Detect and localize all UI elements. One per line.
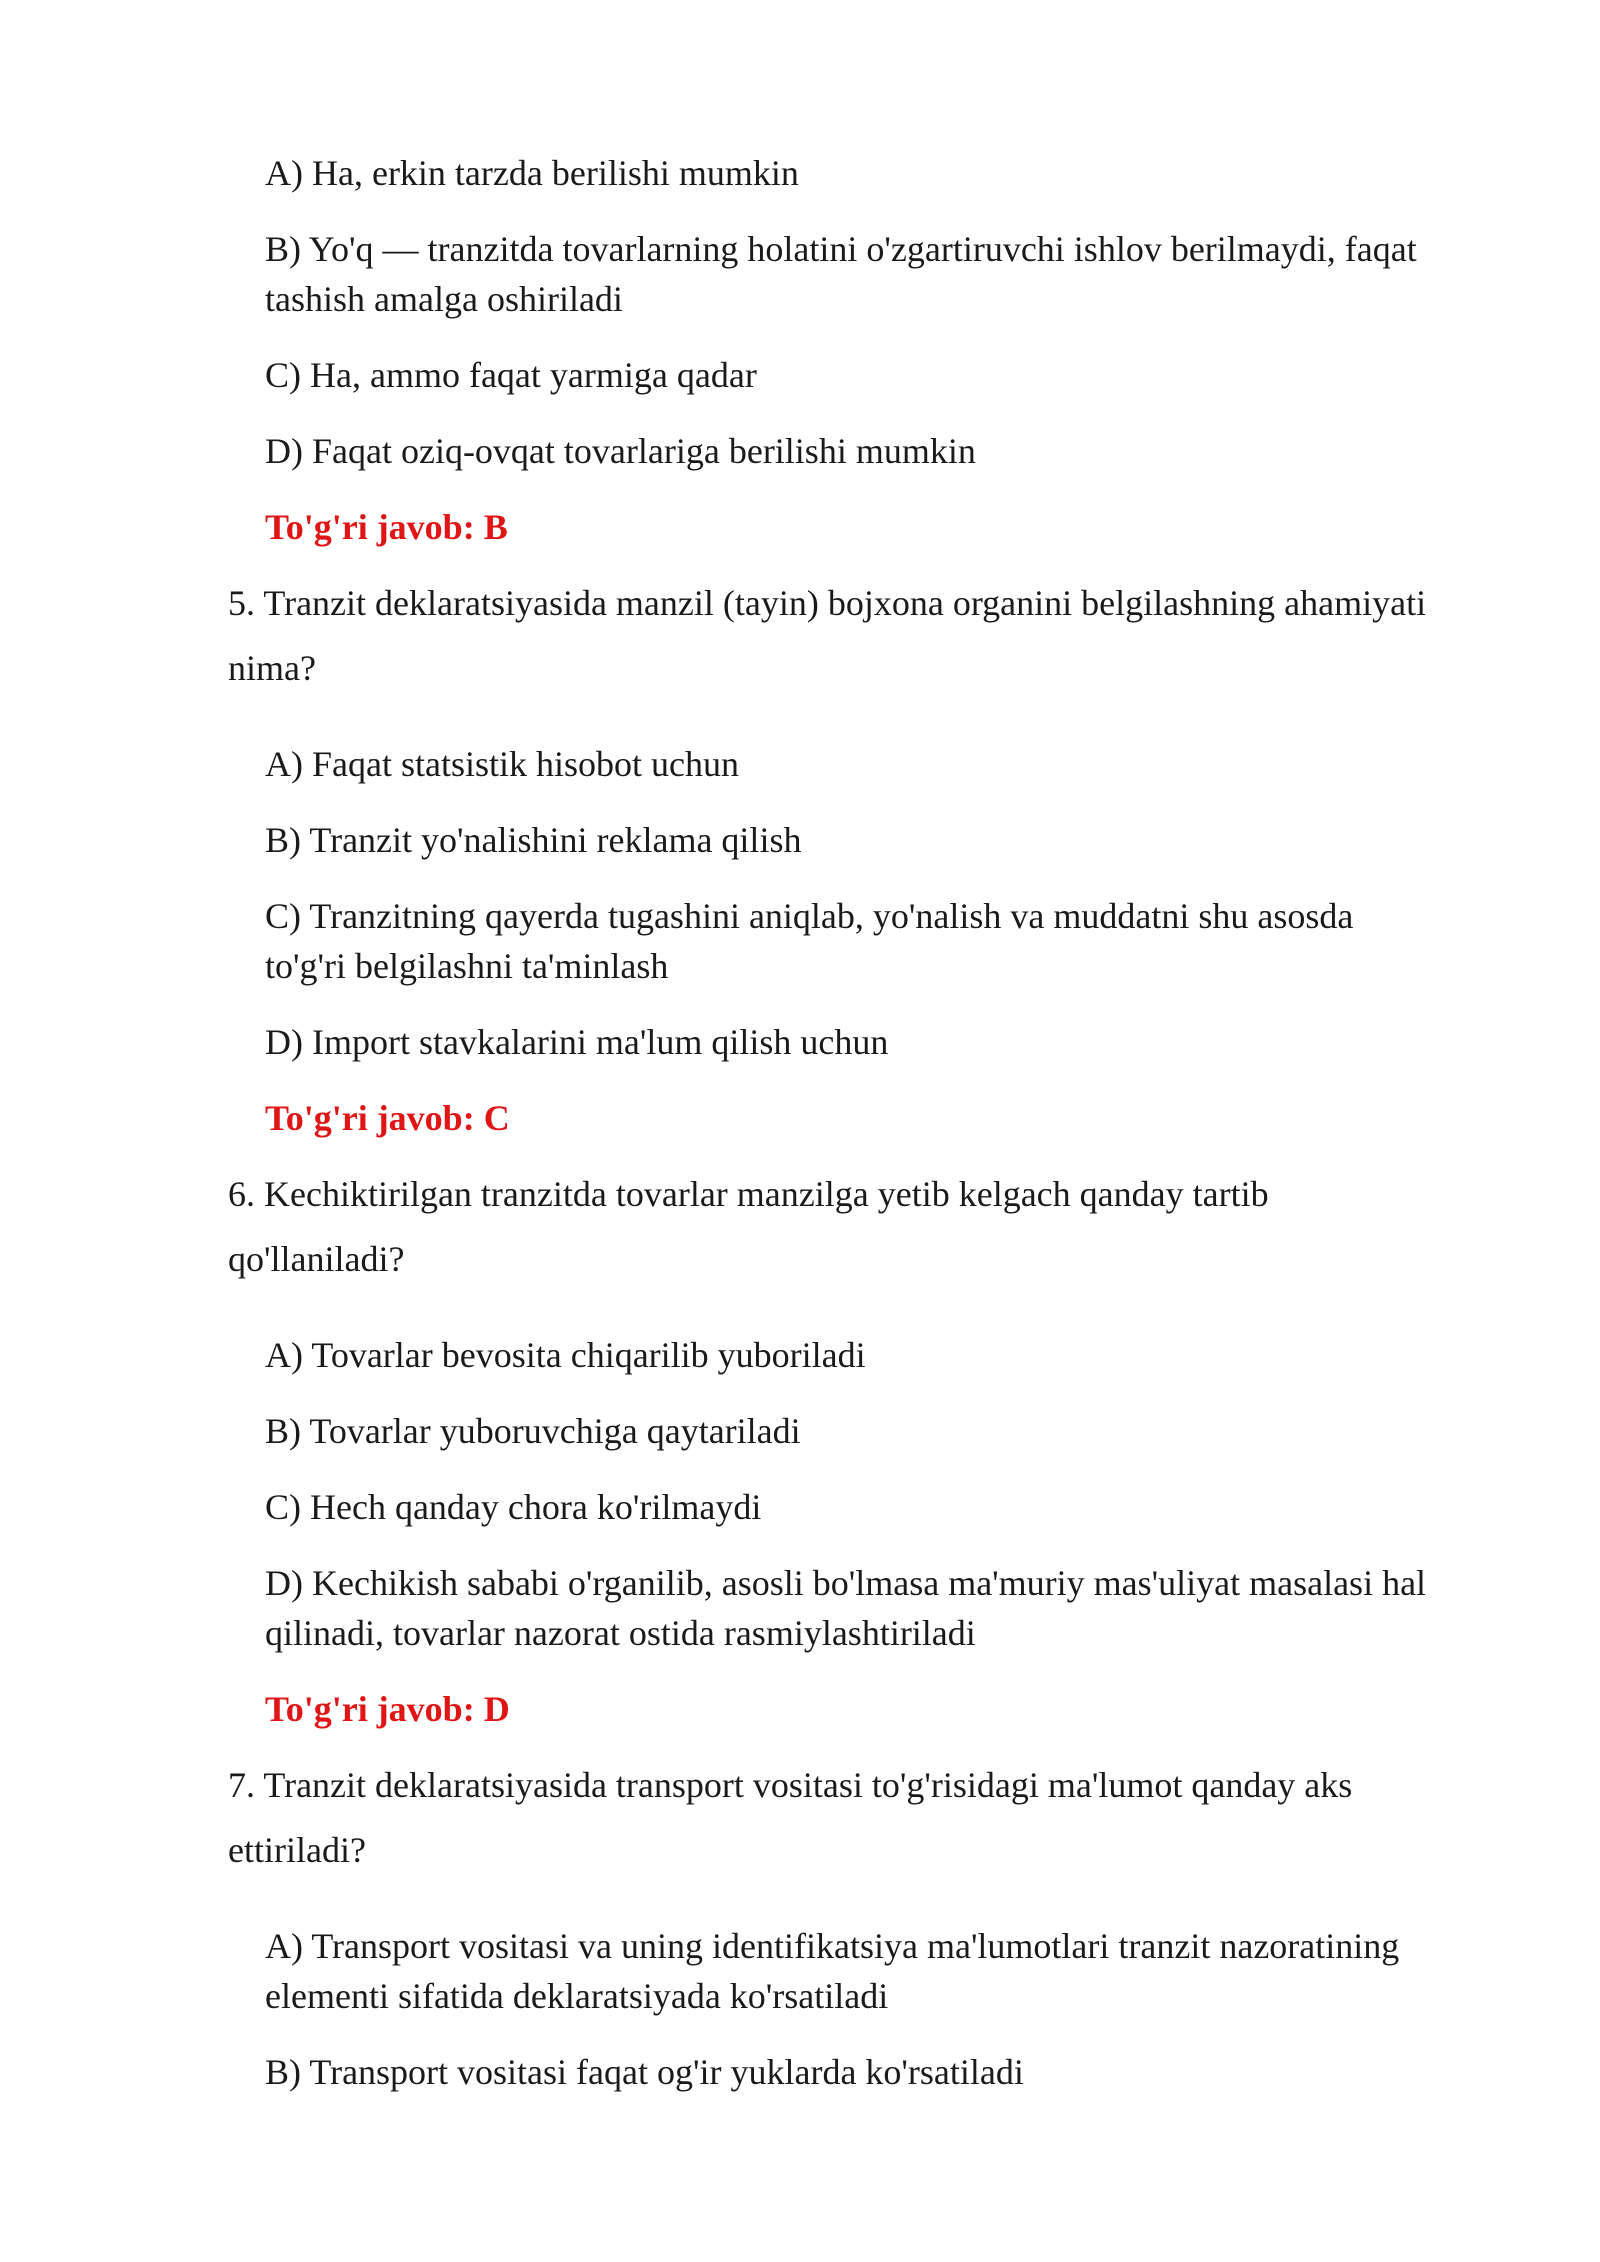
q6-option-b: B) Tovarlar yuboruvchiga qaytariladi [265, 1411, 801, 1451]
q6-option-d-cont: qilinadi, tovarlar nazorat ostida rasmiylashtiriladi [265, 1613, 976, 1653]
q5-option-b: B) Tranzit yo'nalishini reklama qilish [265, 820, 802, 860]
q4-option-c: C) Ha, ammo faqat yarmiga qadar [265, 355, 757, 395]
q4-option-d: D) Faqat oziq-ovqat tovarlariga berilishi mumkin [265, 431, 976, 471]
q4-option-b-cont: tashish amalga oshiriladi [265, 279, 623, 319]
q5-option-a: A) Faqat statsistik hisobot uchun [265, 744, 739, 784]
q7-option-a-cont: elementi sifatida deklaratsiyada ko'rsatiladi [265, 1976, 889, 2016]
q5-question: 5. Tranzit deklaratsiyasida manzil (tayin) bojxona organini belgilashning ahamiyati [228, 583, 1427, 623]
q6-option-c: C) Hech qanday chora ko'rilmaydi [265, 1487, 762, 1527]
q4-option-a: A) Ha, erkin tarzda berilishi mumkin [265, 153, 799, 193]
q6-question-cont: qo'llaniladi? [228, 1239, 405, 1279]
q7-option-a: A) Transport vositasi va uning identifikatsiya ma'lumotlari tranzit nazoratining [265, 1926, 1400, 1966]
q6-option-d: D) Kechikish sababi o'rganilib, asosli bo'lmasa ma'muriy mas'uliyat masalasi hal [265, 1563, 1427, 1603]
q7-question-cont: ettiriladi? [228, 1830, 366, 1870]
q4-option-b: B) Yo'q — tranzitda tovarlarning holatini o'zgartiruvchi ishlov berilmaydi, faqat [265, 229, 1417, 269]
q6-question: 6. Kechiktirilgan tranzitda tovarlar manzilga yetib kelgach qanday tartib [228, 1174, 1269, 1214]
q6-option-a: A) Tovarlar bevosita chiqarilib yuboriladi [265, 1335, 866, 1375]
q5-option-c: C) Tranzitning qayerda tugashini aniqlab, yo'nalish va muddatni shu asosda [265, 896, 1354, 936]
q6-correct-answer: To'g'ri javob: D [265, 1689, 510, 1729]
q7-option-b: B) Transport vositasi faqat og'ir yuklarda ko'rsatiladi [265, 2052, 1024, 2092]
q5-option-c-cont: to'g'ri belgilashni ta'minlash [265, 946, 669, 986]
q5-question-cont: nima? [228, 648, 316, 688]
q4-correct-answer: To'g'ri javob: B [265, 507, 508, 547]
q5-option-d: D) Import stavkalarini ma'lum qilish uchun [265, 1022, 889, 1062]
q5-correct-answer: To'g'ri javob: C [265, 1098, 510, 1138]
q7-question: 7. Tranzit deklaratsiyasida transport vositasi to'g'risidagi ma'lumot qanday aks [228, 1765, 1353, 1805]
